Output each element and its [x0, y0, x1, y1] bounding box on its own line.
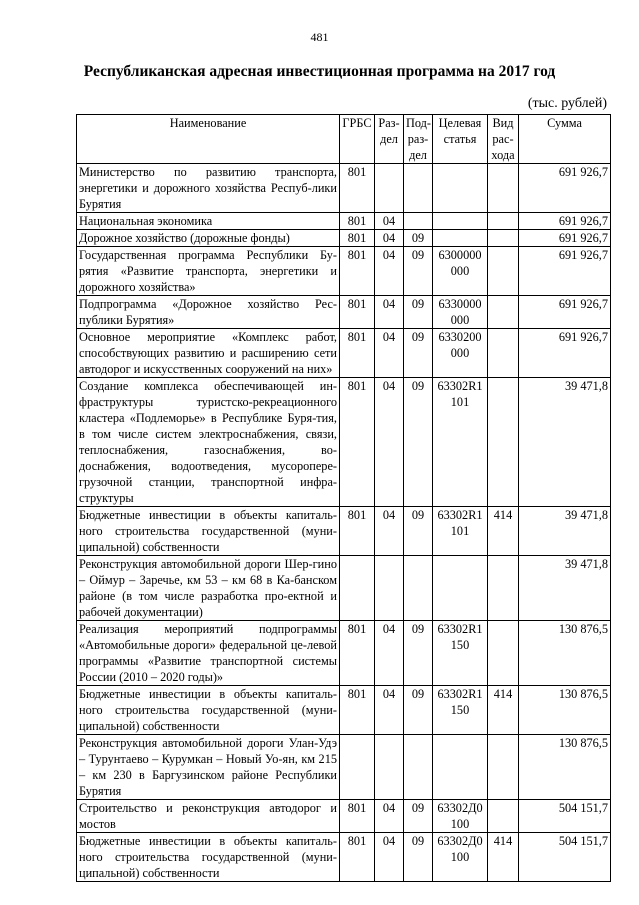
cell-grbs [340, 556, 375, 621]
table-row [77, 735, 611, 800]
cell-sum: 130 876,5 [519, 686, 611, 735]
table-row [77, 621, 611, 686]
cell-expense-type [488, 378, 519, 507]
table-row [77, 296, 611, 329]
cell-sum: 691 926,7 [519, 230, 611, 247]
cell-expense-type: 414 [488, 833, 519, 882]
document-title: Республиканская адресная инвестиционная программа на 2017 год [83, 63, 556, 80]
cell-razdel [375, 164, 404, 213]
cell-sum: 691 926,7 [519, 247, 611, 296]
cell-podrazdel: 09 [404, 507, 433, 556]
cell-expense-type [488, 621, 519, 686]
table-row [77, 164, 611, 213]
table-row [77, 686, 611, 735]
cell-grbs: 801 [340, 164, 375, 213]
table-row [77, 213, 611, 230]
cell-razdel [375, 556, 404, 621]
cell-razdel: 04 [375, 621, 404, 686]
units-note: (тыс. рублей) [527, 96, 607, 111]
cell-target-article: 6330000 000 [433, 296, 488, 329]
cell-target-article: 63302R1 150 [433, 686, 488, 735]
cell-razdel: 04 [375, 329, 404, 378]
cell-name: Реконструкция автомобильной дороги Шер-гино – Оймур – Заречье, км 53 – км 68 в Ка-банском районе (в том числе разработка про-ектной и рабочей документации) [77, 556, 340, 621]
cell-target-article: 63302Д0 100 [433, 833, 488, 882]
table-row [77, 378, 611, 507]
cell-grbs: 801 [340, 507, 375, 556]
cell-target-article [433, 164, 488, 213]
cell-target-article [433, 213, 488, 230]
cell-sum: 691 926,7 [519, 164, 611, 213]
header-name: Наименование [77, 115, 340, 164]
cell-razdel: 04 [375, 833, 404, 882]
cell-name: Бюджетные инвестиции в объекты капиталь-ного строительства государственной (муни-ципальной) собственности [77, 833, 340, 882]
cell-target-article [433, 556, 488, 621]
cell-expense-type [488, 329, 519, 378]
header-target-article: Целевая статья [433, 115, 488, 164]
cell-expense-type: 414 [488, 507, 519, 556]
cell-expense-type [488, 230, 519, 247]
cell-podrazdel [404, 164, 433, 213]
table-row [77, 507, 611, 556]
cell-razdel: 04 [375, 686, 404, 735]
cell-podrazdel: 09 [404, 800, 433, 833]
cell-grbs: 801 [340, 329, 375, 378]
cell-expense-type [488, 164, 519, 213]
cell-name: Бюджетные инвестиции в объекты капиталь-ного строительства государственной (муни-ципальной) собственности [77, 686, 340, 735]
cell-name: Государственная программа Республики Бу-рятия «Развитие транспорта, энергетики и дорожного хозяйства» [77, 247, 340, 296]
cell-podrazdel: 09 [404, 296, 433, 329]
cell-grbs: 801 [340, 833, 375, 882]
cell-sum: 39 471,8 [519, 556, 611, 621]
cell-target-article: 63302Д0 100 [433, 800, 488, 833]
cell-razdel: 04 [375, 213, 404, 230]
cell-podrazdel [404, 556, 433, 621]
cell-razdel: 04 [375, 247, 404, 296]
cell-expense-type: 414 [488, 686, 519, 735]
table-row [77, 556, 611, 621]
cell-name: Национальная экономика [77, 213, 340, 230]
cell-target-article: 63302R1 101 [433, 507, 488, 556]
cell-target-article [433, 230, 488, 247]
cell-podrazdel: 09 [404, 621, 433, 686]
cell-sum: 504 151,7 [519, 833, 611, 882]
investment-program-table [76, 114, 611, 882]
cell-target-article: 6300000 000 [433, 247, 488, 296]
table-row [77, 800, 611, 833]
cell-target-article: 6330200 000 [433, 329, 488, 378]
cell-sum: 691 926,7 [519, 213, 611, 230]
cell-razdel: 04 [375, 800, 404, 833]
cell-grbs [340, 735, 375, 800]
table-row [77, 329, 611, 378]
cell-razdel [375, 735, 404, 800]
cell-podrazdel [404, 213, 433, 230]
cell-razdel: 04 [375, 230, 404, 247]
table-row [77, 833, 611, 882]
header-razdel: Раз- дел [375, 115, 404, 164]
cell-name: Реализация мероприятий подпрограммы «Автомобильные дороги» федеральной це-левой программы «Развитие транспортной системы России (2010 – 2020 годы)» [77, 621, 340, 686]
table-row [77, 230, 611, 247]
cell-razdel: 04 [375, 507, 404, 556]
cell-grbs: 801 [340, 230, 375, 247]
cell-name: Подпрограмма «Дорожное хозяйство Рес-публики Бурятия» [77, 296, 340, 329]
cell-name: Создание комплекса обеспечивающей ин-фраструктуры туристско-рекреационного кластера «Подлеморье» в Республике Буря-тия, в том числе систем электроснабжения, связи, теплоснабжения, газоснабжения, во-доснабжения, водоотведения, мусоропере-грузочной станции, транспортной инфра-структуры [77, 378, 340, 507]
cell-sum: 504 151,7 [519, 800, 611, 833]
cell-grbs: 801 [340, 296, 375, 329]
cell-grbs: 801 [340, 378, 375, 507]
cell-name: Реконструкция автомобильной дороги Улан-Удэ – Турунтаево – Курумкан – Новый Уо-ян, км 215 – км 230 в Баргузинском районе Республики Бурятия [77, 735, 340, 800]
cell-podrazdel [404, 735, 433, 800]
cell-razdel: 04 [375, 378, 404, 507]
cell-target-article: 63302R1 150 [433, 621, 488, 686]
cell-name: Дорожное хозяйство (дорожные фонды) [77, 230, 340, 247]
cell-grbs: 801 [340, 621, 375, 686]
cell-podrazdel: 09 [404, 686, 433, 735]
cell-razdel: 04 [375, 296, 404, 329]
cell-name: Министерство по развитию транспорта, энергетики и дорожного хозяйства Респуб-лики Бурятия [77, 164, 340, 213]
cell-name: Основное мероприятие «Комплекс работ, способствующих развитию и расширению сети автодорог и искусственных сооружений на них» [77, 329, 340, 378]
page-number: 481 [310, 30, 329, 44]
cell-sum: 130 876,5 [519, 621, 611, 686]
cell-expense-type [488, 213, 519, 230]
cell-expense-type [488, 556, 519, 621]
cell-sum: 39 471,8 [519, 507, 611, 556]
header-sum: Сумма [519, 115, 611, 164]
cell-grbs: 801 [340, 686, 375, 735]
cell-expense-type [488, 296, 519, 329]
table-row [77, 247, 611, 296]
header-expense-type: Вид рас- хода [488, 115, 519, 164]
cell-target-article: 63302R1 101 [433, 378, 488, 507]
cell-name: Строительство и реконструкция автодорог и мостов [77, 800, 340, 833]
cell-target-article [433, 735, 488, 800]
cell-podrazdel: 09 [404, 833, 433, 882]
cell-sum: 691 926,7 [519, 296, 611, 329]
header-podrazdel: Под- раз- дел [404, 115, 433, 164]
cell-podrazdel: 09 [404, 329, 433, 378]
cell-sum: 39 471,8 [519, 378, 611, 507]
cell-podrazdel: 09 [404, 378, 433, 507]
cell-grbs: 801 [340, 247, 375, 296]
cell-sum: 691 926,7 [519, 329, 611, 378]
cell-podrazdel: 09 [404, 247, 433, 296]
cell-grbs: 801 [340, 800, 375, 833]
cell-name: Бюджетные инвестиции в объекты капиталь-ного строительства государственной (муни-ципальной) собственности [77, 507, 340, 556]
header-grbs: ГРБС [340, 115, 375, 164]
cell-expense-type [488, 247, 519, 296]
cell-expense-type [488, 800, 519, 833]
table-header-row [77, 115, 611, 164]
cell-podrazdel: 09 [404, 230, 433, 247]
cell-sum: 130 876,5 [519, 735, 611, 800]
cell-expense-type [488, 735, 519, 800]
cell-grbs: 801 [340, 213, 375, 230]
